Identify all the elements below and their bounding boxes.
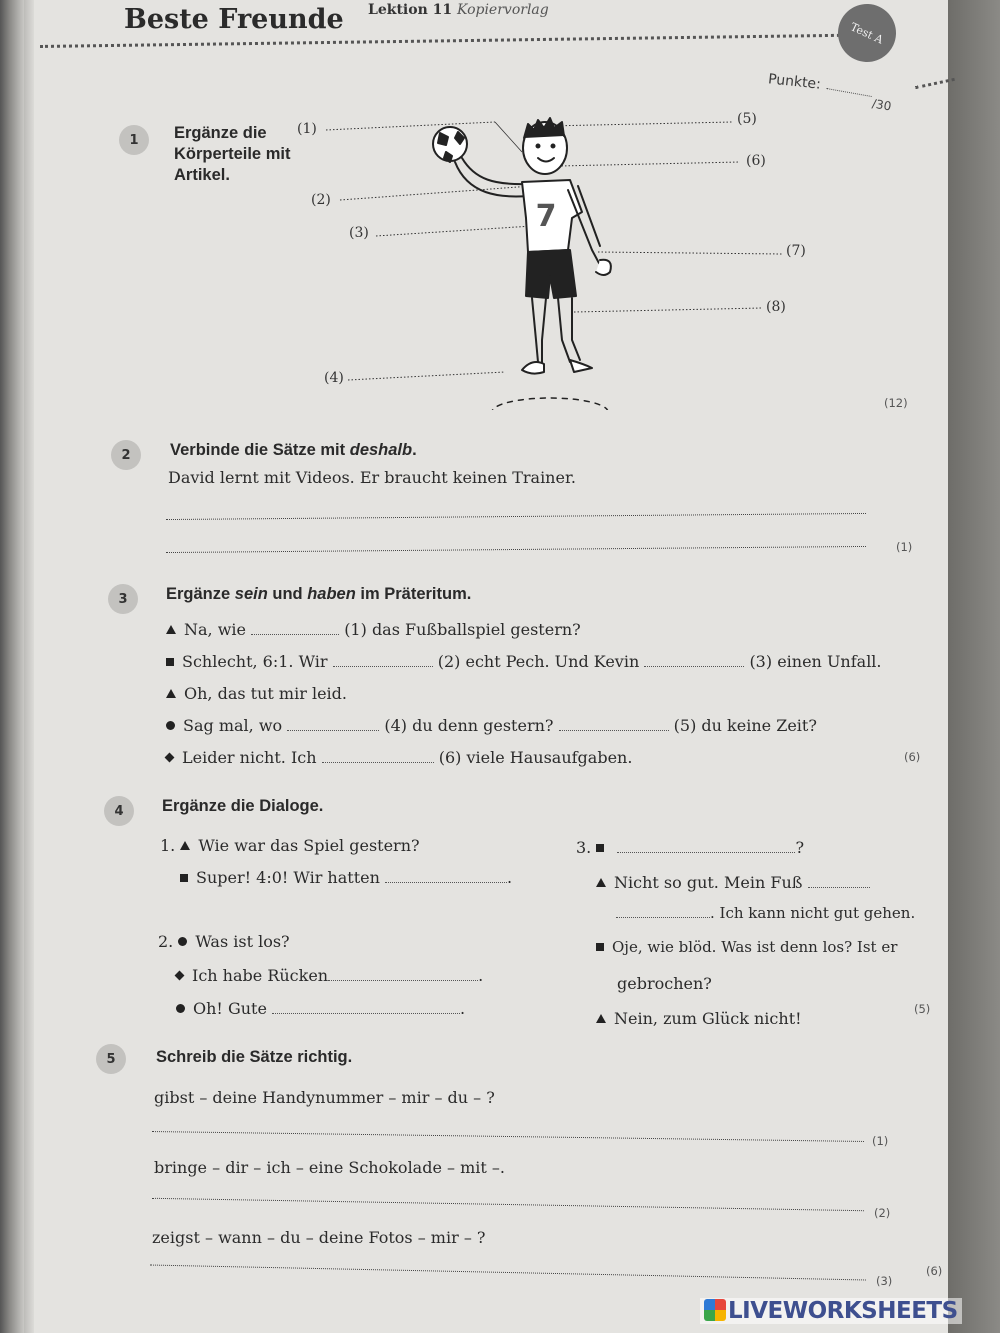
- triangle-marker-icon: [180, 841, 190, 850]
- dialog-3-line-2: Nicht so gut. Mein Fuß: [596, 873, 870, 892]
- dialog-1-line-1: 1. Wie war das Spiel gestern?: [160, 836, 420, 855]
- answer-line-5[interactable]: [548, 122, 732, 126]
- answer-line-8[interactable]: [574, 308, 762, 312]
- square-marker-icon: [180, 874, 188, 882]
- exercise-5-points: (6): [926, 1264, 943, 1278]
- exercise-5-answer-line-1[interactable]: [152, 1131, 864, 1142]
- blank-3-5[interactable]: [559, 718, 669, 731]
- label-1: (1): [297, 121, 317, 137]
- square-marker-icon: [166, 658, 174, 666]
- circle-marker-icon: [166, 721, 175, 730]
- exercise-2-points: (1): [896, 540, 913, 554]
- diamond-marker-icon: [175, 971, 185, 981]
- points-max: /30: [870, 96, 893, 114]
- circle-marker-icon: [176, 1004, 185, 1013]
- blank-3-2[interactable]: [333, 654, 433, 667]
- exercise-5-answer-line-2[interactable]: [152, 1198, 864, 1211]
- dialog-2-line-2: Ich habe Rücken .: [176, 966, 483, 985]
- triangle-marker-icon: [166, 689, 176, 698]
- exercise-3-line-1: Na, wie (1) das Fußballspiel gestern?: [166, 620, 581, 639]
- triangle-marker-icon: [596, 878, 606, 887]
- label-7: (7): [786, 243, 806, 259]
- book-spine: [0, 0, 24, 1333]
- answer-line-3[interactable]: [376, 226, 532, 236]
- dialog-3-line-6: Nein, zum Glück nicht!: [596, 1009, 802, 1028]
- exercise-3-line-2: Schlecht, 6:1. Wir (2) echt Pech. Und Kevin (3) einen Unfall.: [166, 652, 882, 671]
- answer-line-1[interactable]: [326, 122, 495, 130]
- header-divider: [40, 34, 840, 48]
- square-marker-icon: [596, 844, 604, 852]
- answer-line-2[interactable]: [340, 186, 532, 200]
- exercise-3-number: 3: [108, 584, 138, 614]
- blank-3-4[interactable]: [287, 718, 379, 731]
- exercise-5-points-1: (1): [872, 1134, 889, 1148]
- points-blank[interactable]: [826, 88, 871, 97]
- blank-3-6[interactable]: [322, 750, 434, 763]
- exercise-5-points-2: (2): [874, 1206, 891, 1220]
- answer-line-7[interactable]: [598, 252, 782, 254]
- blank-4-5[interactable]: [808, 875, 870, 888]
- exercise-4-points: (5): [914, 1002, 931, 1016]
- exercise-2-title: Verbinde die Sätze mit deshalb.: [170, 441, 417, 459]
- exercise-3-title: Ergänze sein und haben im Präteritum.: [166, 585, 472, 603]
- triangle-marker-icon: [166, 625, 176, 634]
- page-edge: [24, 0, 34, 1333]
- test-badge: Test A: [828, 0, 905, 72]
- answer-line-4[interactable]: [348, 372, 505, 380]
- watermark: LIVEWORKSHEETS: [700, 1298, 962, 1324]
- liveworksheets-logo-icon: [704, 1299, 726, 1321]
- book-title: Beste Freunde: [124, 4, 344, 35]
- label-2: (2): [311, 192, 331, 208]
- label-5: (5): [737, 111, 757, 127]
- exercise-3-line-5: Leider nicht. Ich (6) viele Hausaufgaben.: [166, 748, 632, 767]
- blank-3-3[interactable]: [644, 654, 744, 667]
- label-8: (8): [766, 299, 786, 315]
- next-page-shadow: [948, 0, 1000, 1333]
- body-parts-figure: [300, 100, 820, 410]
- lesson-label: Lektion 11 Kopiervorlag: [368, 2, 549, 18]
- blank-4-2[interactable]: [328, 968, 478, 981]
- blank-3-1[interactable]: [251, 622, 339, 635]
- exercise-5-number: 5: [96, 1044, 126, 1074]
- exercise-5-title: Schreib die Sätze richtig.: [156, 1048, 353, 1066]
- exercise-3-line-3: Oh, das tut mir leid.: [166, 684, 347, 703]
- dialog-3-line-1: 3. ?: [576, 838, 805, 857]
- exercise-5-sentence-3: zeigst – wann – du – deine Fotos – mir – ?: [152, 1228, 486, 1247]
- exercise-2-answer-line-1[interactable]: [166, 513, 866, 520]
- label-4: (4): [324, 370, 344, 386]
- label-3: (3): [349, 225, 369, 241]
- blank-4-6[interactable]: [616, 905, 710, 918]
- exercise-1-number: 1: [119, 125, 149, 155]
- answer-line-6[interactable]: [558, 162, 740, 166]
- exercise-2-sentence: David lernt mit Videos. Er braucht keinen Trainer.: [168, 468, 576, 487]
- exercise-5-sentence-1: gibst – deine Handynummer – mir – du – ?: [154, 1088, 495, 1107]
- label-6: (6): [746, 153, 766, 169]
- dialog-1-line-2: Super! 4:0! Wir hatten .: [180, 868, 512, 887]
- triangle-marker-icon: [596, 1014, 606, 1023]
- exercise-1-title: Ergänze die Körperteile mit Artikel.: [174, 124, 291, 184]
- exercise-5-points-3: (3): [876, 1274, 893, 1288]
- exercise-4-number: 4: [104, 796, 134, 826]
- dialog-2-line-1: 2. Was ist los?: [158, 932, 290, 951]
- exercise-3-points: (6): [904, 750, 921, 764]
- dialog-3-line-4: Oje, wie blöd. Was ist denn los? Ist er: [596, 938, 897, 956]
- exercise-5-sentence-2: bringe – dir – ich – eine Schokolade – mit –.: [154, 1158, 505, 1177]
- square-marker-icon: [596, 943, 604, 951]
- blank-4-1[interactable]: [385, 870, 507, 883]
- dialog-3-line-3: . Ich kann nicht gut gehen.: [616, 904, 915, 922]
- exercise-4-title: Ergänze die Dialoge.: [162, 797, 324, 815]
- exercise-2-number: 2: [111, 440, 141, 470]
- exercise-5-answer-line-3[interactable]: [150, 1265, 866, 1281]
- blank-4-3[interactable]: [272, 1001, 460, 1014]
- circle-marker-icon: [178, 937, 187, 946]
- exercise-3-line-4: Sag mal, wo (4) du denn gestern? (5) du keine Zeit?: [166, 716, 817, 735]
- blank-4-4[interactable]: [617, 840, 795, 853]
- diamond-marker-icon: [165, 753, 175, 763]
- dialog-3-line-5: gebrochen?: [617, 974, 712, 993]
- points-label: Punkte:: [767, 71, 822, 93]
- shirt-number: 7: [535, 199, 557, 234]
- exercise-1-points: (12): [884, 396, 908, 410]
- dialog-2-line-3: Oh! Gute .: [176, 999, 465, 1018]
- exercise-2-answer-line-2[interactable]: [166, 546, 866, 553]
